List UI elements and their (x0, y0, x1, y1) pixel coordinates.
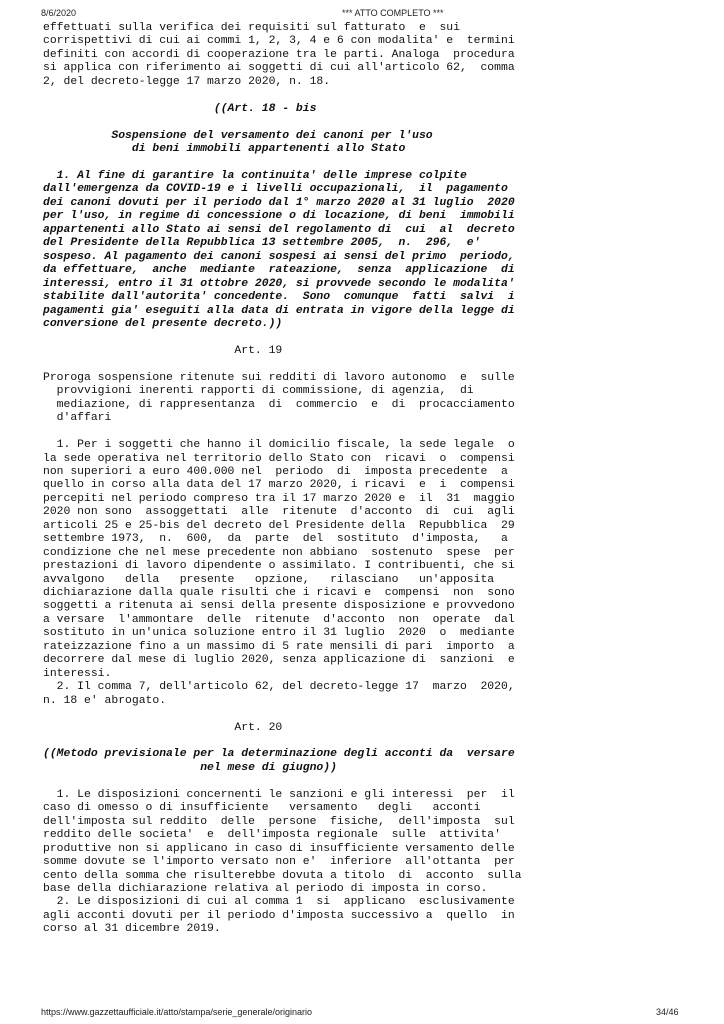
art18bis-text: 1. Al fine di garantire la continuita' delle imprese colpite dall'emergenza da COVID-19 e i livelli occupazionali, il pagamento dei canoni dovuti per il periodo dal 1° marzo 2020 al 31 luglio 2020 per l'uso, in regime di concessione o di locazione, di beni immobili appartenenti allo Stato ai sensi del regolamento di cui al decreto del Presidente della Repubblica 13 settembre 2005, n. 296, e' sospeso. Al pagamento dei canoni sospesi ai sensi del primo periodo, da effettuare, anche mediante rateazione, senza applicazione di interessi, entro il 31 ottobre 2020, si provvede secondo le modalita' stabilite dall'autorita' concedente. Sono comunque fatti salvi i pagamenti gia' eseguiti alla data di entrata in vigore della legge di conversione del presente decreto.)) (43, 169, 515, 330)
art20-title: ((Metodo previsionale per la determinazione degli acconti da versare nel mese di giugno)) (43, 748, 515, 774)
art18bis-title: Sospensione del versamento dei canoni per l'uso di beni immobili appartenenti allo Stato (111, 129, 433, 156)
art18bis-heading: ((Art. 18 - bis (43, 102, 317, 115)
art19-text: 1. Per i soggetti che hanno il domicilio fiscale, la sede legale o la sede operativa nel territorio dello Stato con ricavi o compensi non superiori a euro 400.000 nel periodo di imposta precedente a quello in corso alla data del 17 marzo 2020, i ricavi e i compensi percepiti nel periodo compreso tra il 17 marzo 2020 e il 31 maggio 2020 non sono assoggettati alle ritenute d'acconto di cui agli articoli 25 e 25-bis del decreto del Presidente della Repubblica 29 settembre 1973, n. 600, da parte del sostituto d'imposta, a condizione che nel mese precedente non abbiano sostenuto spese per prestazioni di lavoro dipendente o assimilato. I contribuenti, che si avvalgono della presente opzione, rilasciano un'apposita dichiarazione dalla quale risulti che i ricavi e compensi non sono soggetti a ritenuta ai sensi della presente disposizione e provvedono a versare l'ammontare delle ritenute d'acconto non operate dal sostituto in un'unica soluzione entro il 31 luglio 2020 o mediante rateizzazione fino a un massimo di 5 rate mensili di pari importo a decorrere dal mese di luglio 2020, senza applicazione di sanzioni e interessi. 2. Il comma 7, dell'articolo 62, del decreto-legge 17 marzo 2020, n. 18 e' abrogato. (43, 439, 515, 707)
art19-heading: Art. 19 (43, 344, 283, 357)
art20-heading: Art. 20 (43, 721, 283, 734)
intro-paragraph: effettuati sulla verifica dei requisiti sul fatturato e sui corrispettivi di cui ai commi 1, 2, 3, 4 e 6 con modalita' e termini definiti con accordi di cooperazione tra le parti. Analoga procedura si applica con riferimento ai soggetti di cui all'articolo 62, comma 2, del decreto-legge 17 marzo 2020, n. 18. (43, 22, 515, 88)
art20-text: 1. Le disposizioni concernenti le sanzioni e gli interessi per il caso di omesso o di insufficiente versamento degli acconti dell'imposta sul reddito delle persone fisiche, dell'imposta sul reddito delle societa' e dell'imposta regionale sulle attivita' produttive non si applicano in caso di insufficiente versamento delle somme dovute se l'importo versato non e' inferiore all'ottanta per cento della somma che risulterebbe dovuta a titolo di acconto sulla base della dichiarazione relativa al periodo di imposta in corso. 2. Le disposizioni di cui al comma 1 si applicano esclusivamente agli acconti dovuti per il periodo d'imposta successivo a quello in corso al 31 dicembre 2019. (43, 788, 522, 936)
print-date: 8/6/2020 (41, 8, 77, 18)
source-url[interactable]: https://www.gazzettaufficiale.it/atto/stampa/serie_generale/originario (41, 1007, 312, 1017)
page-number: 34/46 (656, 1007, 679, 1017)
document-body (43, 22, 522, 937)
art19-title: Proroga sospensione ritenute sui redditi di lavoro autonomo e sulle provvigioni inerenti rapporti di commissione, di agenzia, di mediazione, di rappresentanza di commercio e di procacciamento d'affari (43, 371, 515, 425)
print-title: *** ATTO COMPLETO *** (342, 8, 444, 18)
